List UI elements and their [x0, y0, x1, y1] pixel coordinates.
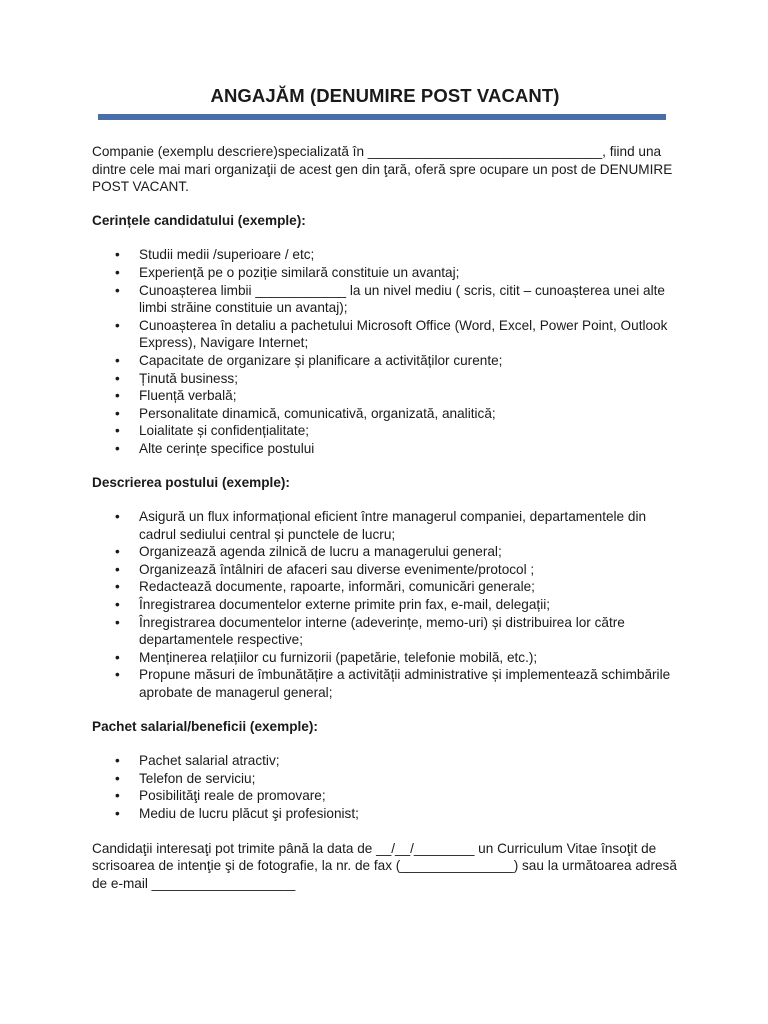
title-underline-rule — [98, 114, 666, 120]
list-item: • Mediu de lucru plăcut şi profesionist; — [92, 805, 678, 823]
list-item: • Capacitate de organizare și planificare a activităților curente; — [92, 352, 678, 370]
list-item: • Organizează întâlniri de afaceri sau diverse evenimente/protocol ; — [92, 561, 678, 579]
document-title: ANGAJĂM (DENUMIRE POST VACANT) — [210, 85, 560, 106]
section-heading-job-description: Descrierea postului (exemple): — [92, 474, 290, 490]
list-item: • Înregistrarea documentelor externe primite prin fax, e-mail, delegații; — [92, 596, 678, 614]
list-item: • Alte cerințe specifice postului — [92, 440, 678, 458]
list-item: • Telefon de serviciu; — [92, 770, 678, 788]
list-item: • Redactează documente, rapoarte, informări, comunicări generale; — [92, 578, 678, 596]
list-item: • Organizează agenda zilnică de lucru a managerului general; — [92, 543, 678, 561]
requirements-list — [92, 246, 678, 457]
list-item: • Pachet salarial atractiv; — [92, 752, 678, 770]
list-item: • Propune măsuri de îmbunătățire a activității administrative și implementează schimbările aprobate de managerul general; — [92, 666, 678, 701]
list-item: • Asigură un flux informațional eficient între managerul companiei, departamentele din cadrul sediului central și punctele de lucru; — [92, 508, 678, 543]
benefits-list — [92, 752, 678, 822]
list-item: • Studii medii /superioare / etc; — [92, 246, 678, 264]
list-item: • Experiență pe o poziție similară constituie un avantaj; — [92, 264, 678, 282]
intro-paragraph: Companie (exemplu descriere)specializată în _______________________________, fiind una dintre cele mai mari organizaţii de acest gen din ţară, oferă spre ocupare un post de DENUMIRE POST VACANT. — [92, 144, 673, 195]
list-item: • Personalitate dinamică, comunicativă, organizată, analitică; — [92, 405, 678, 423]
list-item: • Posibilităţi reale de promovare; — [92, 787, 678, 805]
section-heading-benefits: Pachet salarial/beneficii (exemple): — [92, 718, 318, 734]
list-item: • Ținută business; — [92, 370, 678, 388]
section-heading-requirements: Cerințele candidatului (exemple): — [92, 212, 306, 228]
job-description-list — [92, 508, 678, 702]
list-item: • Înregistrarea documentelor interne (adeverințe, memo-uri) și distribuirea lor către departamentele respective; — [92, 614, 678, 649]
document-page — [92, 84, 678, 892]
list-item: • Fluență verbală; — [92, 387, 678, 405]
list-item: • Cunoașterea limbii ____________ la un nivel mediu ( scris, citit – cunoașterea unei alte limbi străine constituie un avantaj); — [92, 282, 678, 317]
list-item: • Cunoașterea în detaliu a pachetului Microsoft Office (Word, Excel, Power Point, Outlook Express), Navigare Internet; — [92, 317, 678, 352]
list-item: • Menținerea relațiilor cu furnizorii (papetărie, telefonie mobilă, etc.); — [92, 649, 678, 667]
list-item: • Loialitate și confidențialitate; — [92, 422, 678, 440]
closing-paragraph: Candidaţii interesaţi pot trimite până la data de __/__/________ un Curriculum Vitae însoţit de scrisoarea de intenţie şi de fotografie, la nr. de fax (_______________) sau la următoarea adresă de e-mail ___________________ — [92, 840, 677, 891]
